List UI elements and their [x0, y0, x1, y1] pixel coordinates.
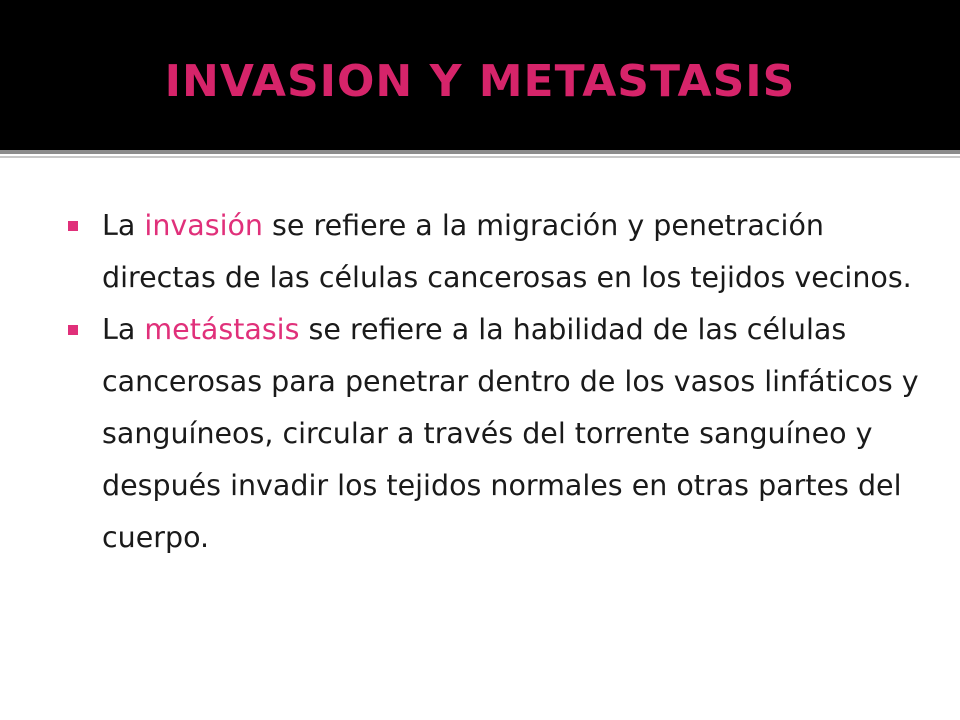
title-bar [0, 0, 960, 150]
bullet-text-after: se refiere a la migración y penetración directas de las células cancerosas en los tejidos vecinos. [102, 209, 912, 294]
bullet-text-after: se refiere a la habilidad de las células cancerosas para penetrar dentro de los vasos linfáticos y sanguíneos, circular a través del torrente sanguíneo y después invadir los tejidos normales en otras partes del cuerpo. [102, 313, 919, 554]
slide-title: INVASION Y METASTASIS [164, 56, 796, 107]
square-bullet-icon [68, 221, 78, 231]
title-divider [0, 150, 960, 154]
highlight-term-metastasis: metástasis [144, 313, 300, 346]
bullet-list [62, 200, 922, 564]
title-divider-light [0, 156, 960, 158]
bullet-text-before: La [102, 209, 145, 242]
bullet-text-before: La [102, 313, 145, 346]
highlight-term-invasion: invasión [144, 209, 263, 242]
square-bullet-icon [68, 325, 78, 335]
bullet-item-invasion [62, 200, 922, 304]
bullet-item-metastasis [62, 304, 922, 564]
